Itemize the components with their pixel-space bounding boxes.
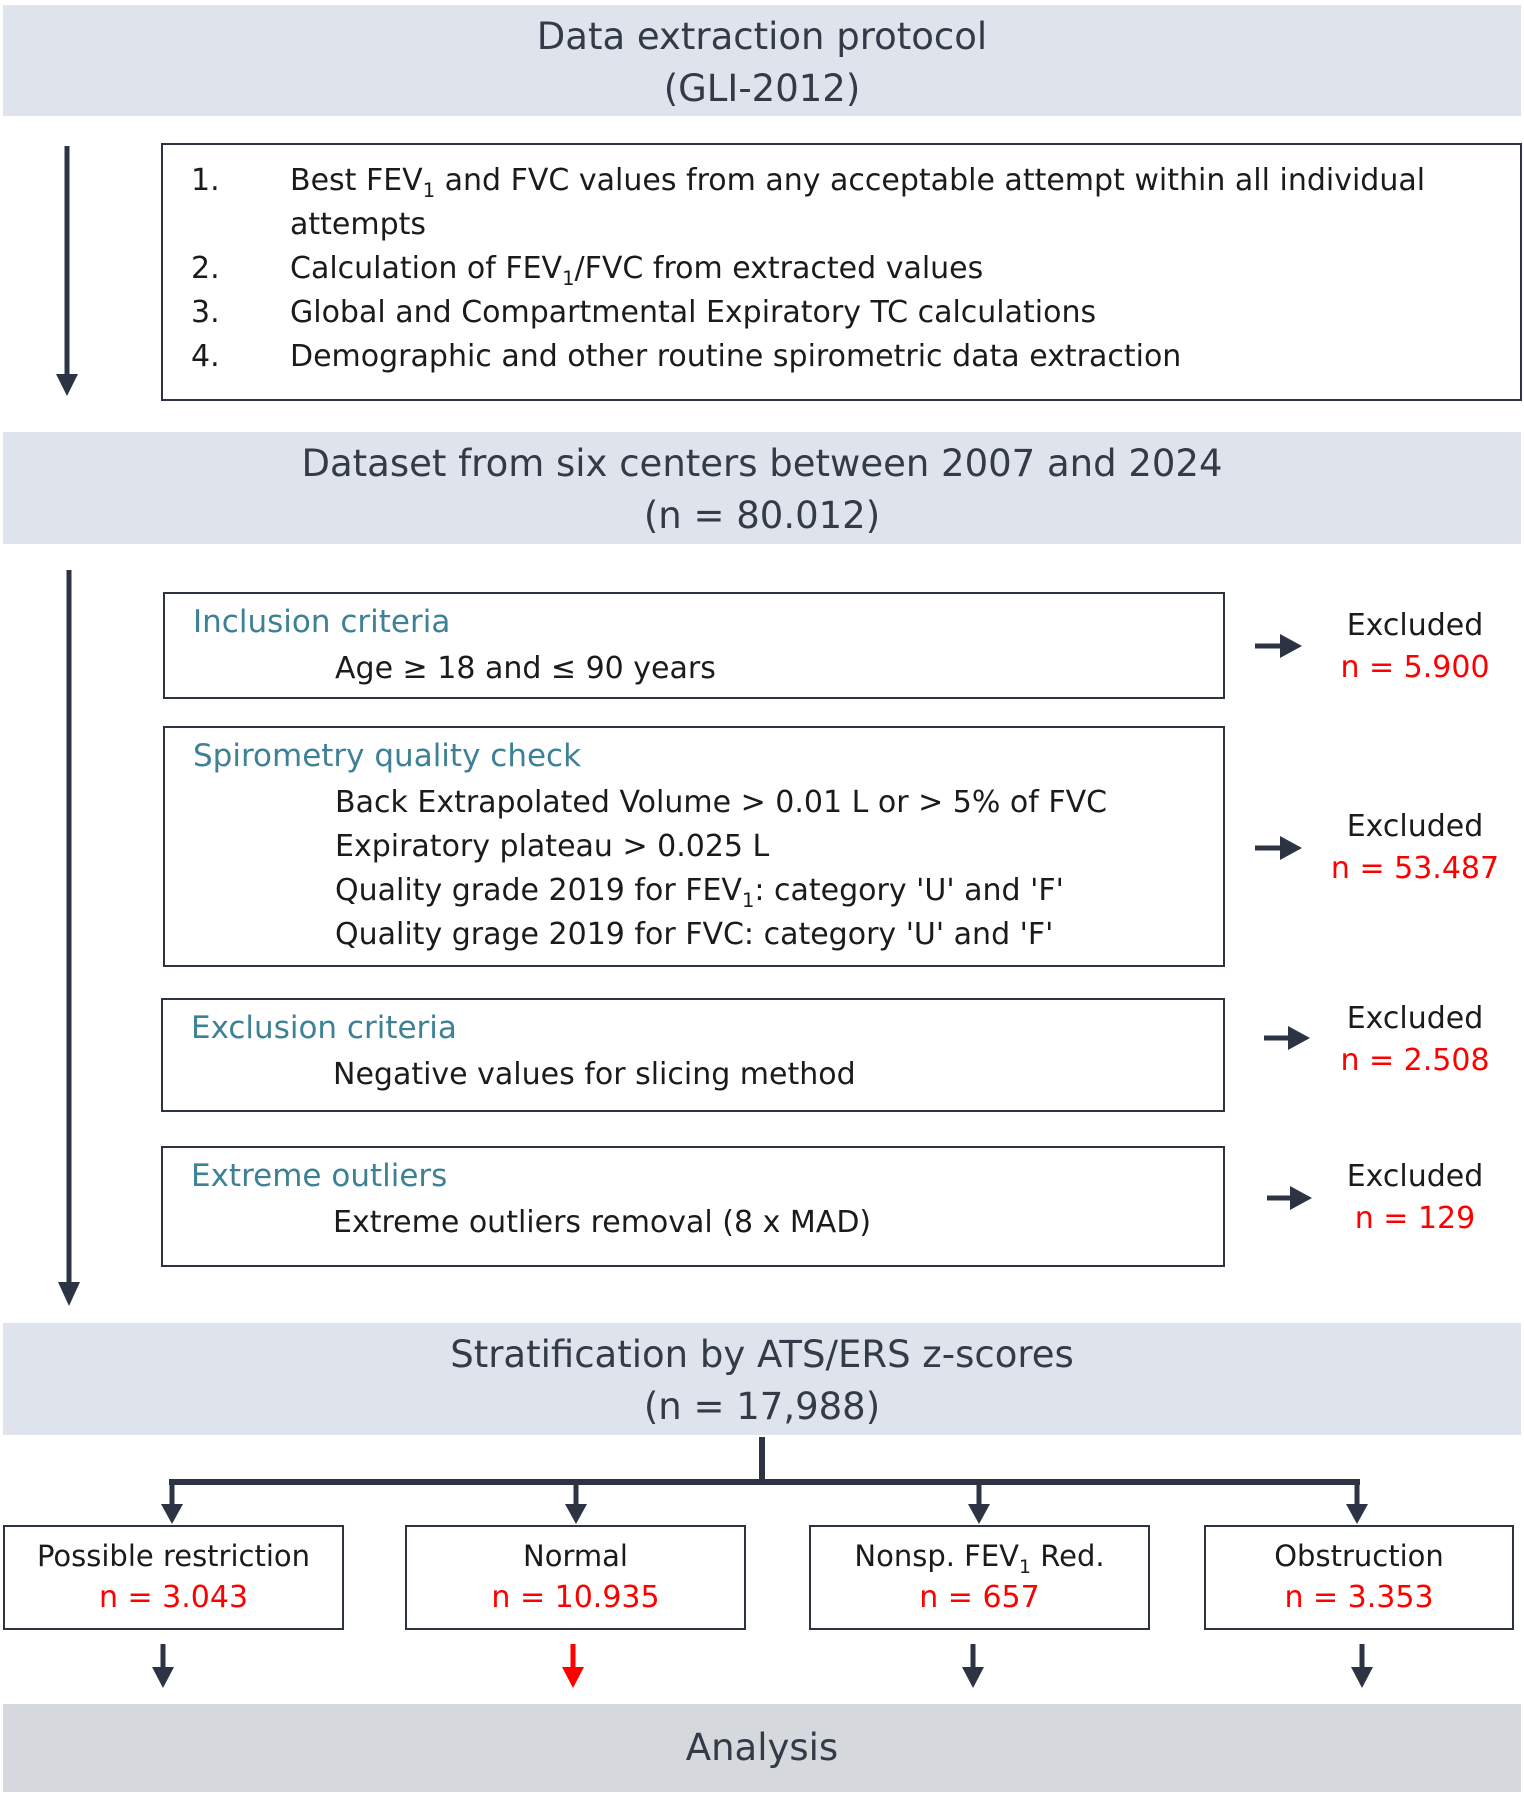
flow-arrow-down (962, 1644, 984, 1688)
excluded-quality: Excluded n = 53.487 (1305, 806, 1524, 890)
protocol-subtitle: (GLI-2012) (663, 67, 861, 110)
criteria-line: Extreme outliers removal (8 x MAD) (333, 1205, 872, 1240)
outcome-normal: Normal n = 10.935 (405, 1525, 746, 1630)
flow-arrow-down (58, 570, 80, 1306)
stratification-title: Stratification by ATS/ERS z-scores (450, 1333, 1074, 1376)
criteria-line: Quality grade 2019 for $FEV_1$: category 'U' and 'F' (335, 873, 1064, 912)
criteria-line: Age ≥ 18 and ≤ 90 years (335, 651, 716, 686)
outcome-count: n = 657 (919, 1580, 1040, 1615)
flow-arrow-down (1351, 1644, 1373, 1688)
excluded-count: n = 2.508 (1340, 1043, 1490, 1078)
analysis-label: Analysis (685, 1726, 839, 1769)
excluded-count: n = 129 (1354, 1201, 1476, 1236)
inclusion-criteria-title: Inclusion criteria (193, 604, 451, 640)
exclusion-criteria-title: Exclusion criteria (191, 1010, 457, 1046)
exclusion-arrow (1255, 634, 1302, 658)
criteria-line: Expiratory plateau > 0.025 L (335, 829, 770, 864)
protocol-step: 4. Demographic and other routine spirometric data extraction (191, 339, 1182, 374)
criteria-line: Quality grage 2019 for FVC: category 'U' and 'F' (335, 917, 1054, 952)
highlight-arrow-down (562, 1644, 584, 1688)
dataset-subtitle: (n = 80.012) (643, 494, 881, 537)
excluded-count: n = 5.900 (1340, 650, 1490, 685)
outcome-count: n = 3.043 (98, 1580, 249, 1615)
excluded-exclusion: Excluded n = 2.508 (1305, 998, 1524, 1082)
outcome-count: n = 3.353 (1284, 1580, 1434, 1615)
excluded-count: n = 53.487 (1330, 851, 1500, 886)
spirometry-quality-title: Spirometry quality check (193, 738, 582, 774)
exclusion-arrow (1267, 1186, 1312, 1210)
dataset-title: Dataset from six centers between 2007 and 2024 (301, 442, 1223, 485)
excluded-inclusion: Excluded n = 5.900 (1305, 605, 1524, 689)
outcome-obstruction: Obstruction n = 3.353 (1204, 1525, 1514, 1630)
extreme-outliers-title: Extreme outliers (191, 1158, 448, 1194)
flow-arrow-down (56, 146, 78, 396)
protocol-step: 2. Calculation of $FEV_1$/FVC from extracted values (191, 251, 984, 290)
exclusion-arrow (1264, 1026, 1310, 1050)
stratification-subtitle: (n = 17,988) (643, 1385, 881, 1428)
outcome-nonspecific-fev1-reduction: Nonsp. $FEV_1$ Red. n = 657 (809, 1525, 1150, 1630)
protocol-title: Data extraction protocol (536, 15, 988, 58)
protocol-step: 1. Best $FEV_1$ and FVC values from any acceptable attempt within all individual attempts (191, 163, 1426, 242)
flow-arrow-down (152, 1644, 174, 1688)
criteria-line: Negative values for slicing method (333, 1057, 856, 1092)
outcome-possible-restriction: Possible restriction n = 3.043 (3, 1525, 344, 1630)
branch-tree (161, 1437, 1368, 1524)
protocol-step: 3. Global and Compartmental Expiratory TC calculations (191, 295, 1097, 330)
criteria-line: Back Extrapolated Volume > 0.01 L or > 5% of FVC (335, 785, 1108, 820)
outcome-count: n = 10.935 (491, 1580, 660, 1615)
excluded-outliers: Excluded n = 129 (1305, 1156, 1524, 1240)
exclusion-arrow (1255, 836, 1302, 860)
